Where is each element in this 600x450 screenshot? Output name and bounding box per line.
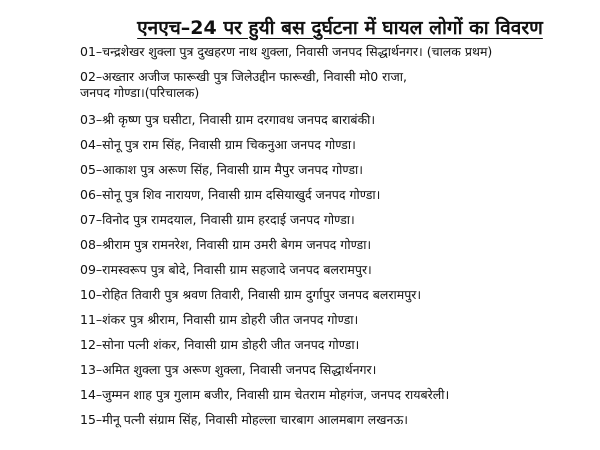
list-item: 13–अमित शुक्ला पुत्र अरूण शुक्ला, निवासी जनपद सिद्धार्थनगर। xyxy=(80,362,377,377)
list-item: 02–अख्तार अजीज फारूखी पुत्र जिलेउद्दीन फारूखी, निवासी मो0 राजा, जनपद गोण्डा।(परिचालक) xyxy=(80,69,407,100)
list-item: 15–मीनू पत्नी संग्राम सिंह, निवासी मोहल्ला चारबाग आलमबाग लखनऊ। xyxy=(80,412,408,427)
list-item: 07–विनोद पुत्र रामदयाल, निवासी ग्राम हरदाई जनपद गोण्डा। xyxy=(80,212,355,227)
list-item: 10–रोहित तिवारी पुत्र श्रवण तिवारी, निवासी ग्राम दुर्गापुर जनपद बलरामपुर। xyxy=(80,287,422,302)
list-item: 06–सोनू पुत्र शिव नारायण, निवासी ग्राम दसियाखुर्द जनपद गोण्डा। xyxy=(80,187,381,202)
list-item: 11–शंकर पुत्र श्रीराम, निवासी ग्राम डोहरी जीत जनपद गोण्डा। xyxy=(80,312,359,327)
list-item: 09–रामस्वरूप पुत्र बोदे, निवासी ग्राम सहजादे जनपद बलरामपुर। xyxy=(80,262,372,277)
list-item: 14–जुम्मन शाह पुत्र गुलाम बजीर, निवासी ग्राम चेतराम मोहगंज, जनपद रायबरेली। xyxy=(80,387,450,402)
list-item: 12–सोना पत्नी शंकर, निवासी ग्राम डोहरी जीत जनपद गोण्डा। xyxy=(80,337,360,352)
document-title-text: एनएच–24 पर हुयी बस दुर्घटना में घायल लोगों का विवरण xyxy=(137,17,543,39)
list-item: 08–श्रीराम पुत्र रामनरेश, निवासी ग्राम उमरी बेगम जनपद गोण्डा। xyxy=(80,237,372,252)
injured-list xyxy=(80,44,590,437)
list-item: 01–चन्द्रशेखर शुक्ला पुत्र दुखहरण नाथ शुक्ला, निवासी जनपद सिद्धार्थनगर। (चालक प्रथम) xyxy=(80,44,493,59)
list-item: 03–श्री कृष्ण पुत्र घसीटा, निवासी ग्राम दरगावध जनपद बाराबंकी। xyxy=(80,112,376,127)
document-title xyxy=(0,14,600,40)
list-item: 05–आकाश पुत्र अरूण सिंह, निवासी ग्राम मैपुर जनपद गोण्डा। xyxy=(80,162,363,177)
list-item: 04–सोनू पुत्र राम सिंह, निवासी ग्राम चिकनुआ जनपद गोण्डा। xyxy=(80,137,356,152)
